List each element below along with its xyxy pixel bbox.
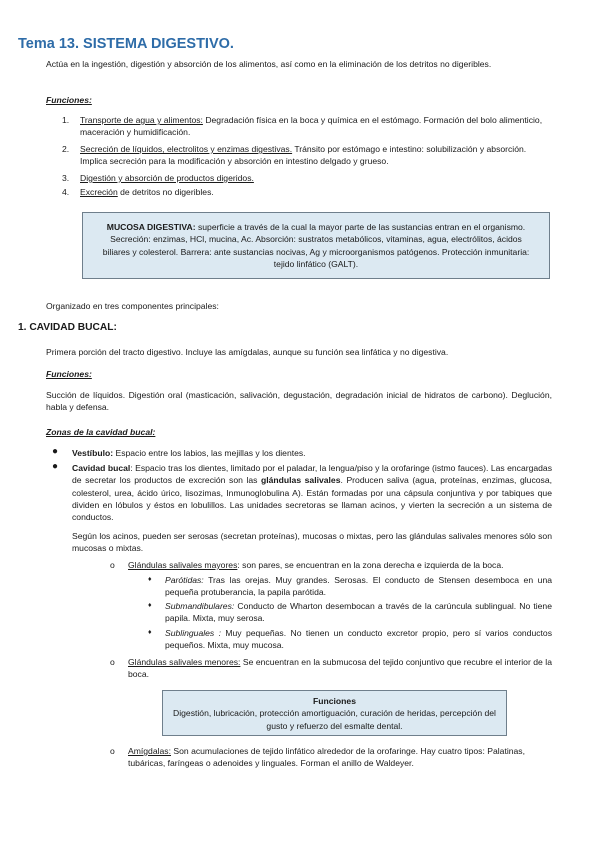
organizado-text: Organizado en tres componentes principales:	[46, 301, 219, 311]
glandulas-mayores-item	[128, 559, 552, 571]
circle-bullet-icon: o	[110, 746, 115, 756]
submandibulares-text: Conducto de Wharton desembocan a través de la carúncula sublingual. No tiene papila. Mixta, muy serosa.	[165, 601, 552, 624]
funcion-number: 4.	[62, 187, 70, 197]
funciones-box-text: Digestión, lubricación, protección amortiguación, curación de heridas, percepción del gusto y refuerzo del esmalte dental.	[173, 708, 496, 731]
funcion-text: de detritos no digeribles.	[117, 187, 214, 197]
funcion-number: 2.	[62, 144, 70, 154]
submandibulares-item	[165, 600, 552, 625]
cavidad-text-b: . Producen saliva (agua, proteínas, enzimas, glucosa, colesterol, urea, ácido úrico, lisozimas, Inmunoglobulina A). Están formadas por una cápsula conjuntiva y por tabiques que dividen en lóbulos y éstos en lobulillos. Las unidades secretoras se llaman acinos, y vierten la secreción a un sistema de conductos.	[72, 475, 552, 523]
funcion-number: 1.	[62, 115, 70, 125]
acinos-paragraph: Según los acinos, pueden ser serosas (secretan proteínas), mucosas o mixtas, pero las glándulas salivales menores sólo son mucosas o mixtas.	[72, 531, 552, 554]
vestibulo-label: Vestíbulo:	[72, 448, 114, 458]
funcion-title: Secreción de líquidos, electrolitos y enzimas digestivas.	[80, 144, 293, 154]
intro-paragraph: Actúa en la ingestión, digestión y absorción de los alimentos, así como en la eliminación de los detritos no digeribles.	[46, 59, 492, 69]
page-title: Tema 13. SISTEMA DIGESTIVO.	[18, 36, 234, 52]
cavidad-intro: Primera porción del tracto digestivo. Incluye las amígdalas, aunque su función sea linfática y no digestiva.	[46, 347, 449, 357]
mucosa-label: MUCOSA DIGESTIVA:	[106, 222, 196, 232]
sublinguales-label: Sublinguales :	[165, 628, 221, 638]
funcion-item-2	[62, 143, 552, 168]
cavidad-text-a: : Espacio tras los dientes, limitado por el paladar, la lengua/piso y la orofaringe (istmo fauces). Las encargadas de secretar los productos de excreción son las	[72, 463, 553, 486]
menores-text: Se encuentran en la submucosa del tejido conjuntivo que recubre el interior de la boca.	[128, 657, 552, 680]
funcion-item-3	[62, 172, 552, 184]
vestibulo-item	[72, 447, 552, 459]
mucosa-text: superficie a través de la cual la mayor parte de las sustancias entran en el organismo. Secreción: enzimas, HCl, mucina, Ac. Absorción: sustratos metabólicos, vitaminas, agua, electrólitos, ácidos biliares y colesterol. Barrera: ante sustancias nocivas, Ag y microorganismos patógenos. Protección inmunitaria: tejido linfático (GALT).	[102, 222, 530, 269]
funcion-title: Excreción	[80, 187, 118, 197]
funcion-number: 3.	[62, 173, 70, 183]
zonas-heading: Zonas de la cavidad bucal:	[46, 427, 156, 437]
glandulas-menores-item	[128, 656, 552, 681]
funciones-heading: Funciones:	[46, 95, 92, 105]
cavidad-funciones-heading: Funciones:	[46, 369, 92, 379]
diamond-bullet-icon: ♦	[148, 576, 152, 583]
cavidad-funciones-text: Succión de líquidos. Digestión oral (masticación, salivación, degustación, degradación inicial de hidratos de carbono). Deglución, habla y defensa.	[46, 390, 552, 413]
funciones-box-title: Funciones	[313, 696, 356, 706]
section-heading-cavidad-bucal: 1. CAVIDAD BUCAL:	[18, 322, 117, 333]
submandibulares-label: Submandibulares:	[165, 601, 235, 611]
mayores-text: : son pares, se encuentran en la zona derecha e izquierda de la boca.	[237, 560, 504, 570]
circle-bullet-icon: o	[110, 657, 115, 667]
vestibulo-text: Espacio entre los labios, las mejillas y los dientes.	[113, 448, 306, 458]
bullet-dot-icon: ●	[52, 446, 59, 457]
funcion-text: Degradación física en la boca y química en el estómago. Formación del bolo alimenticio, maceración y humidificación.	[80, 115, 543, 138]
cavidad-bucal-item	[72, 462, 552, 523]
funcion-item-1	[62, 114, 552, 139]
menores-title: Glándulas salivales menores:	[128, 657, 241, 667]
parotidas-item	[165, 574, 552, 599]
diamond-bullet-icon: ♦	[148, 602, 152, 609]
bullet-dot-icon: ●	[52, 461, 59, 472]
funcion-text: Tránsito por estómago e intestino: solubilización y absorción. Implica secreción para la modificación y absorción en intestino delgado y grueso.	[80, 144, 527, 167]
funcion-title: Digestión y absorción de productos digeridos.	[80, 173, 254, 183]
glandulas-salivales-bold: glándulas salivales	[260, 475, 341, 486]
amigdalas-text: Son acumulaciones de tejido linfático alrededor de la orofaringe. Hay cuatro tipos: Palatinas, tubáricas, faríngeas o adenoides y linguales. Forman el anillo de Waldeyer.	[128, 746, 525, 769]
circle-bullet-icon: o	[110, 560, 115, 570]
mucosa-digestiva-box	[82, 212, 550, 279]
mayores-title: Glándulas salivales mayores	[128, 560, 238, 570]
funcion-title: Transporte de agua y alimentos:	[80, 115, 203, 125]
amigdalas-title: Amígdalas:	[128, 746, 171, 756]
funciones-box	[162, 690, 507, 736]
sublinguales-item	[165, 627, 552, 652]
amigdalas-item	[128, 745, 552, 770]
funcion-item-4	[62, 186, 552, 198]
sublinguales-text: Muy pequeñas. No tienen un conducto excretor propio, pero sí varios conductos pequeños. Mixta, muy mucosa.	[165, 628, 552, 651]
parotidas-label: Parótidas:	[165, 575, 204, 585]
parotidas-text: Tras las orejas. Muy grandes. Serosas. El conducto de Stensen desemboca en una pequeña protuberancia, la papila parótida.	[165, 575, 552, 598]
diamond-bullet-icon: ♦	[148, 629, 152, 636]
cavidad-label: Cavidad bucal	[72, 463, 131, 473]
